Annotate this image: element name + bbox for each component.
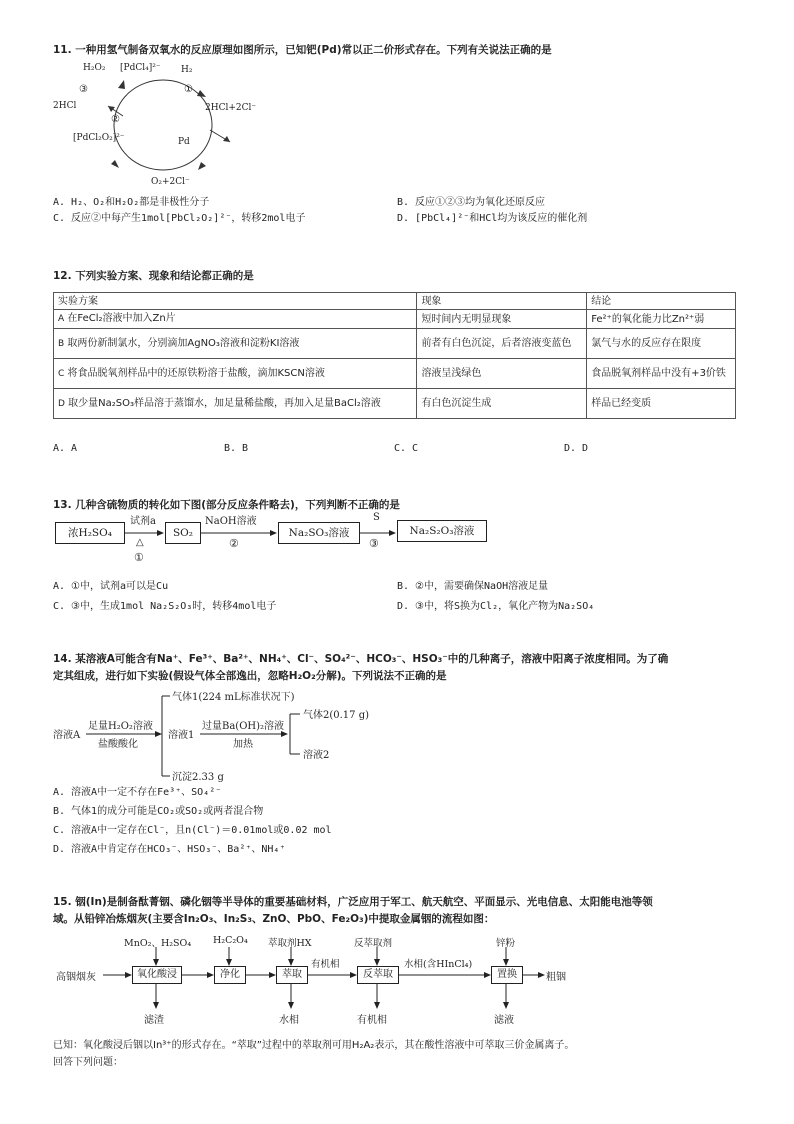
q15-o4: 有机相 [357, 1015, 387, 1026]
q15-b3: 萃取 [276, 966, 308, 984]
q15-start: 高铟烟灰 [56, 972, 96, 983]
q12-header-plan: 实验方案 [54, 293, 417, 310]
q15-r2: H₂C₂O₄ [213, 935, 248, 946]
q15-answer-prompt: 回答下列问题： [53, 1057, 123, 1068]
q11-option-b[interactable]: B. 反应①②③均为氧化还原反应 [397, 197, 546, 208]
q14-reag2-top: 过量Ba(OH)₂溶液 [202, 721, 285, 732]
row-phen: 溶液呈浅绿色 [417, 359, 587, 389]
q11-stem: 11. 一种用氢气制备双氧水的反应原理如图所示，已知钯(Pd)常以正二价形式存在。下列有关说法正确的是 [53, 44, 552, 56]
q14-sol2: 溶液2 [303, 750, 330, 761]
row-concl: 食品脱氧剂样品中没有+3价铁 [587, 359, 736, 389]
row-phen: 有白色沉淀生成 [417, 389, 587, 419]
q13-option-c[interactable]: C. ③中，生成1mol Na₂S₂O₃时，转移4mol电子 [53, 601, 277, 612]
q13-arrow1-top: 试剂a [130, 516, 156, 527]
q11-top: [PdCl₄]²⁻ [120, 63, 161, 73]
q14-stem-line1: 14. 某溶液A可能含有Na⁺、Fe³⁺、Ba²⁺、NH₄⁺、Cl⁻、SO₄²⁻、HCO₃⁻、HSO₃⁻中的几种离子，溶液中阳离子浓度相同。为了确 [53, 653, 669, 665]
q15-m1: 有机相 [311, 959, 340, 970]
q11-right: 2HCl+2Cl⁻ [205, 103, 257, 113]
q15-r1: MnO₂、H₂SO₄ [124, 938, 192, 949]
q13-option-a[interactable]: A. ①中，试剂a可以是Cu [53, 581, 169, 592]
row-phen: 短时间内无明显现象 [417, 310, 587, 329]
q14-option-c[interactable]: C. 溶液A中一定存在Cl⁻，且n(Cl⁻)＝0.01mol或0.02 mol [53, 825, 332, 836]
q11-bottom-right: Pd [178, 137, 190, 147]
q13-arrow1-bottom: △ [136, 537, 144, 548]
q15-r4: 反萃取剂 [354, 938, 393, 949]
q14-reag2-bottom: 加热 [233, 739, 253, 750]
q14-gas1: 气体1(224 mL标准状况下) [172, 692, 295, 703]
row-plan: 取两份新制氯水，分别滴加AgNO₃溶液和淀粉KI溶液 [67, 337, 300, 349]
q15-stem-line2: 域。从铅锌冶炼烟灰(主要含In₂O₃、In₂S₃、ZnO、PbO、Fe₂O₃)中提取金属铟的流程如图： [53, 913, 495, 925]
q14-sol-a: 溶液A [53, 730, 81, 741]
q11-option-d[interactable]: D. [PbCl₄]²⁻和HCl均为该反应的催化剂 [397, 213, 588, 224]
q13-box4: Na₂S₂O₃溶液 [397, 520, 487, 542]
q14-gas2: 气体2(0.17 g) [303, 710, 370, 721]
q13-step2: ② [229, 537, 239, 550]
q13-option-d[interactable]: D. ③中，将S换为Cl₂，氧化产物为Na₂SO₄ [397, 601, 595, 612]
q13-box2: SO₂ [165, 522, 201, 544]
q15-end: 粗铟 [546, 972, 566, 983]
q15-m2: 水相(含HInCl₄) [404, 959, 473, 970]
q15-stem-line1: 15. 铟(In)是制备酞菁铟、磷化铟等半导体的重要基础材料，广泛应用于军工、航天航空、平面显示、光电信息、太阳能电池等领 [53, 896, 653, 908]
q15-b5: 置换 [491, 966, 523, 984]
q13-stem: 13. 几种含硫物质的转化如下图(部分反应条件略去)，下列判断不正确的是 [53, 499, 400, 511]
q15-o3: 水相 [279, 1015, 299, 1026]
q15-o5: 滤液 [494, 1015, 514, 1026]
q11-step1: ① [184, 84, 193, 95]
q12-stem: 12. 下列实验方案、现象和结论都正确的是 [53, 270, 254, 282]
q12-header-concl: 结论 [587, 293, 736, 310]
q11-bottom: O₂+2Cl⁻ [151, 177, 190, 187]
q15-b1: 氧化酸浸 [132, 966, 182, 984]
q13-arrow3-top: S [373, 512, 380, 523]
q12-option-c[interactable]: C. C [394, 443, 419, 454]
q15-o1: 滤渣 [144, 1015, 164, 1026]
q13-box3: Na₂SO₃溶液 [278, 522, 360, 544]
q12-option-b[interactable]: B. B [224, 443, 249, 454]
q14-option-a[interactable]: A. 溶液A中一定不存在Fe³⁺、SO₄²⁻ [53, 787, 222, 798]
row-concl: 样品已经变质 [587, 389, 736, 419]
q13-box1: 浓H₂SO₄ [55, 522, 125, 544]
row-concl: 氯气与水的反应存在限度 [587, 329, 736, 359]
row-label: D [58, 398, 65, 409]
row-plan: 取少量Na₂SO₃样品溶于蒸馏水，加足量稀盐酸，再加入足量BaCl₂溶液 [68, 397, 381, 409]
q14-ppt: 沉淀2.33 g [172, 772, 224, 783]
q14-option-d[interactable]: D. 溶液A中肯定存在HCO₃⁻、HSO₃⁻、Ba²⁺、NH₄⁺ [53, 844, 286, 855]
q11-step2: ② [111, 114, 120, 125]
row-plan: 将食品脱氧剂样品中的还原铁粉溶于盐酸，滴加KSCN溶液 [67, 367, 325, 379]
q15-b2: 净化 [214, 966, 246, 984]
row-plan: 在FeCl₂溶液中加入Zn片 [67, 313, 176, 324]
q11-step3: ③ [79, 84, 88, 95]
q12-header-phen: 现象 [417, 293, 587, 310]
q13-step1: ① [134, 551, 144, 564]
q12-option-a[interactable]: A. A [53, 443, 78, 454]
row-concl: Fe²⁺的氧化能力比Zn²⁺弱 [587, 310, 736, 329]
q11-option-c[interactable]: C. 反应②中每产生1mol[PbCl₂O₂]²⁻，转移2mol电子 [53, 213, 306, 224]
row-label: B [58, 338, 65, 349]
row-label: A [58, 314, 65, 324]
q11-bottom-left: [PdCl₂O₂]²⁻ [73, 133, 125, 143]
q13-step3: ③ [369, 537, 379, 550]
q13-arrow2-top: NaOH溶液 [205, 516, 257, 527]
q12-option-d[interactable]: D. D [564, 443, 589, 454]
q11-top-left: H₂O₂ [83, 63, 106, 73]
q13-option-b[interactable]: B. ②中，需要确保NaOH溶液足量 [397, 581, 549, 592]
row-phen: 前者有白色沉淀，后者溶液变蓝色 [417, 329, 587, 359]
q15-r3: 萃取剂HX [268, 938, 312, 949]
q14-reag1-top: 足量H₂O₂溶液 [88, 721, 153, 732]
q11-top-right: H₂ [181, 65, 193, 75]
q11-option-a[interactable]: A. H₂、O₂和H₂O₂都是非极性分子 [53, 197, 210, 208]
q15-known: 已知：氧化酸浸后铟以In³⁺的形式存在。“萃取”过程中的萃取剂可用H₂A₂表示，其在酸性溶液中可萃取三价金属离子。 [53, 1040, 575, 1051]
row-label: C [58, 368, 65, 379]
q11-left: 2HCl [53, 101, 77, 111]
q14-reag1-bottom: 盐酸酸化 [98, 739, 138, 750]
q15-b4: 反萃取 [357, 966, 399, 984]
q14-option-b[interactable]: B. 气体1的成分可能是CO₂或SO₂或两者混合物 [53, 806, 264, 817]
q14-stem-line2: 定其组成，进行如下实验(假设气体全部逸出，忽略H₂O₂分解)。下列说法不正确的是 [53, 670, 447, 682]
q14-sol1: 溶液1 [168, 730, 195, 741]
q15-r5: 锌粉 [496, 938, 516, 949]
